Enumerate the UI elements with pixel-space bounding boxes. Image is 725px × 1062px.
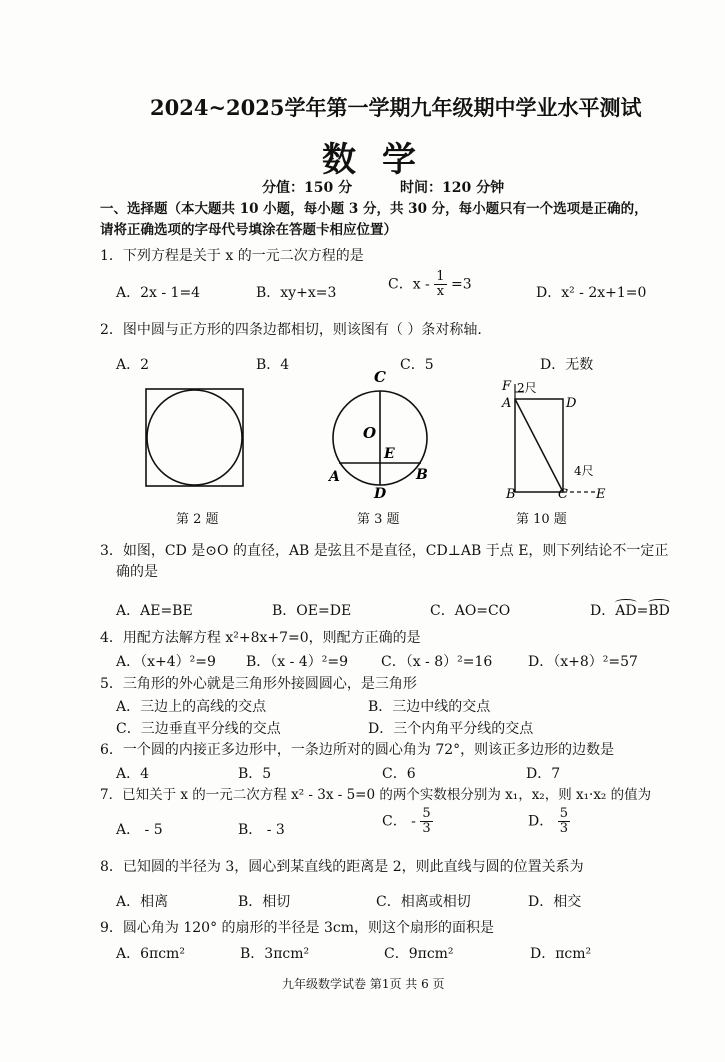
exam-title: 2024~2025学年第一学期九年级期中学业水平测试	[150, 95, 642, 120]
q7-option-d-prefix: D．	[528, 813, 554, 830]
q5-option-a: A．三边上的高线的交点	[116, 699, 267, 715]
q2-stem: 2．图中圆与正方形的四条边都相切，则该图有（ ）条对称轴.	[100, 322, 482, 338]
q7-option-d-fraction	[558, 807, 570, 836]
fig3-label-e: E	[384, 446, 395, 462]
q8-option-a: A．相离	[116, 894, 169, 910]
q1-option-c-fraction	[434, 270, 446, 299]
q4-option-d: D．（x+8）²=57	[528, 654, 638, 670]
q8-stem: 8．已知圆的半径为 3，圆心到某直线的距离是 2，则此直线与圆的位置关系为	[100, 859, 584, 875]
section-heading: 一、选择题（本大题共 10 小题，每小题 3 分，共 30 分，每小题只有一个选项是正确的，	[100, 201, 648, 217]
score-info: 分值：150 分	[262, 180, 353, 196]
q7-option-c	[382, 807, 433, 836]
q1-option-c-suffix: =3	[450, 276, 472, 293]
figure-q2-caption: 第 2 题	[176, 512, 219, 527]
q7-option-d	[528, 807, 570, 836]
q7-d-denominator: 3	[559, 821, 568, 836]
fig10-label-2chi: 2尺	[517, 381, 537, 395]
figure-q10-caption: 第 10 题	[516, 512, 567, 527]
q3-option-d	[590, 600, 670, 620]
section-heading-cont: 请将正确选项的字母代号填涂在答题卡相应位置）	[100, 222, 397, 238]
q5-option-c: C．三边垂直平分线的交点	[116, 721, 281, 737]
q8-option-c: C．相离或相切	[376, 894, 471, 910]
q7-stem: 7．已知关于 x 的一元二次方程 x² - 3x - 5=0 的两个实数根分别为 x₁，x₂，则 x₁·x₂ 的值为	[100, 787, 652, 803]
fig3-label-d: D	[374, 486, 387, 502]
q2-option-d: D．无数	[540, 357, 594, 373]
q3-option-c: C．AO=CO	[430, 603, 511, 619]
q6-option-a: A．4	[116, 766, 150, 782]
q9-option-a: A．6πcm²	[116, 946, 185, 962]
fig3-label-b: B	[416, 467, 428, 483]
q3-stem: 3．如图，CD 是⊙O 的直径，AB 是弦且不是直径，CD⊥AB 于点 E，则下列结论不一定正	[100, 543, 669, 559]
q1-c-denominator: x	[436, 284, 445, 299]
fig10-label-e: E	[596, 487, 606, 502]
q9-option-c: C．9πcm²	[384, 946, 454, 962]
q9-stem: 9．圆心角为 120° 的扇形的半径是 3cm，则这个扇形的面积是	[100, 920, 495, 936]
figure-q3-circle-chord	[326, 364, 446, 504]
fig10-label-b: B	[506, 487, 516, 502]
fig10-label-f: F	[502, 379, 512, 394]
q5-stem: 5．三角形的外心就是三角形外接圆圆心，是三角形	[100, 676, 417, 692]
page-footer: 九年级数学试卷 第1页 共 6 页	[282, 977, 445, 991]
q3-option-d-eq: =	[636, 603, 649, 619]
q3-option-a: A．AE=BE	[116, 603, 193, 619]
q4-option-a: A．（x+4）²=9	[116, 654, 216, 670]
q7-option-b: B． - 3	[238, 822, 285, 838]
q4-stem: 4．用配方法解方程 x²+8x+7=0，则配方正确的是	[100, 630, 421, 646]
q2-option-a: A．2	[116, 357, 150, 373]
q2-option-b: B．4	[256, 357, 290, 373]
q5-option-b: B．三边中线的交点	[368, 699, 491, 715]
q4-option-c: C．（x - 8）²=16	[381, 654, 493, 670]
q1-c-numerator: 1	[436, 269, 445, 284]
fig10-label-a: A	[502, 396, 512, 411]
q3-arc-ad: AD	[615, 603, 637, 619]
q7-c-denominator: 3	[422, 821, 431, 836]
q6-option-c: C．6	[382, 766, 416, 782]
q3-option-d-prefix: D．	[590, 603, 616, 619]
q4-option-b: B．（x - 4）²=9	[246, 654, 348, 670]
fig10-label-d: D	[566, 396, 577, 411]
q9-option-b: B．3πcm²	[240, 946, 310, 962]
fig3-label-a: A	[329, 469, 340, 485]
q6-option-d: D．7	[526, 766, 561, 782]
q1-option-b: B．xy+x=3	[256, 285, 337, 301]
q8-option-b: B．相切	[238, 894, 291, 910]
q1-option-d: D．x² - 2x+1=0	[536, 285, 647, 301]
q7-d-numerator: 5	[559, 806, 568, 821]
q6-option-b: B．5	[238, 766, 272, 782]
q7-option-c-prefix: C． -	[382, 813, 416, 830]
q1-option-c	[388, 270, 472, 299]
fig10-label-4chi: 4尺	[574, 464, 594, 478]
q8-option-d: D．相交	[528, 894, 582, 910]
fig3-label-c: C	[374, 368, 386, 386]
q2-option-c: C．5	[400, 357, 434, 373]
subject-title: 数学	[322, 140, 442, 180]
figure-q3-caption: 第 3 题	[357, 512, 400, 527]
q3-arc-bd: BD	[648, 603, 670, 619]
q6-stem: 6．一个圆的内接正多边形中，一条边所对的圆心角为 72°，则该正多边形的边数是	[100, 742, 615, 758]
figure-q2-circle-in-square	[140, 384, 250, 494]
q1-stem: 1．下列方程是关于 x 的一元二次方程的是	[100, 248, 364, 264]
q7-option-c-fraction	[420, 807, 432, 836]
figure-q10-rectangle	[496, 374, 616, 504]
q3-option-b: B．OE=DE	[272, 603, 352, 619]
q1-option-c-prefix: C．x -	[388, 276, 430, 293]
q7-c-numerator: 5	[422, 806, 431, 821]
q1-option-a: A．2x - 1=4	[116, 285, 201, 301]
fig3-label-o: O	[363, 424, 377, 442]
q7-option-a: A． - 5	[116, 822, 163, 838]
q3-stem-cont: 确的是	[116, 564, 158, 580]
fig10-label-c: C	[558, 487, 568, 502]
q5-option-d: D．三个内角平分线的交点	[368, 721, 534, 737]
q9-option-d: D．πcm²	[530, 946, 592, 962]
time-info: 时间：120 分钟	[400, 180, 505, 196]
